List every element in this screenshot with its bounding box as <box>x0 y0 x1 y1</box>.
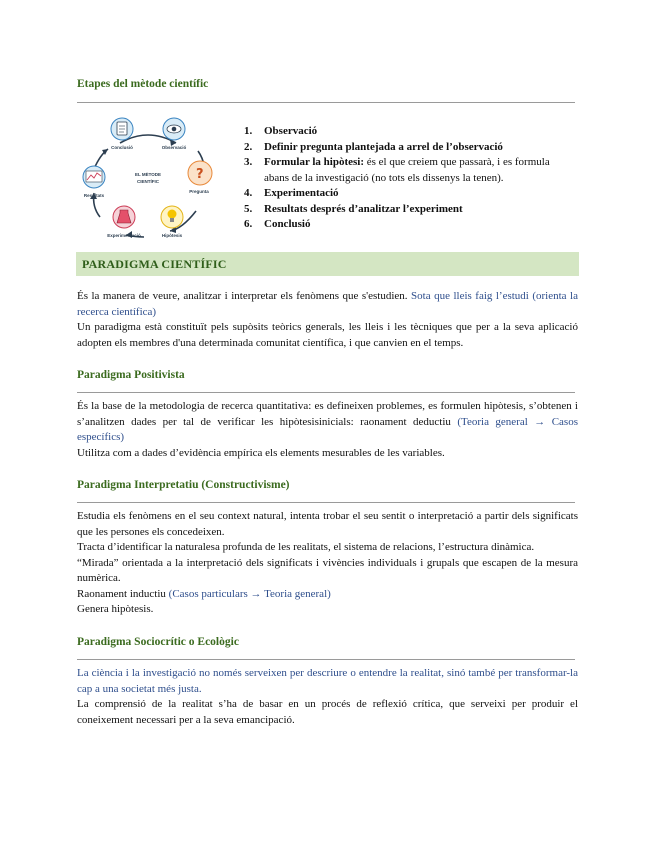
diagram-label: Observació <box>161 145 187 150</box>
list-item: 5. Resultats després d’analitzar l’experiment <box>244 202 463 215</box>
section-banner <box>76 252 579 276</box>
steps-list <box>244 124 574 233</box>
positivista-text: És la base de la metodologia de recerca quantitativa: es defineixen problemes, es formulen hipòtesis, s’obtenen i s’analitzen dades per tal de verificar les hipòtesisinicials: raonament deductiu (Teoria general → Casos específics) Utilitza com a dades d’evidència empírica els elements mesurables de les variables. <box>77 400 578 459</box>
interpretatiu-title: Paradigma Interpretatiu (Constructivisme) <box>77 479 290 491</box>
diagram-label: Experimentació <box>107 233 141 238</box>
hypothesis-node <box>161 206 183 228</box>
divider <box>77 502 575 503</box>
diagram-center-title: EL MÈTODE <box>134 172 162 177</box>
interpretatiu-text: Estudia els fenòmens en el seu context natural, intenta trobar el seu sentit o interpretació a partir dels significats que les persones els concedeixen. Tracta d’identificar la naturalesa profunda de les realitats, el sistema de relacions, l’estructura dinàmica. “Mirada” orientada a la interpretació dels significats i vivències individuals i grupals que escapen de la mesura numèrica. Raonament inductiu (Casos particulars → Teoria general) Genera hipòtesis. <box>77 510 578 615</box>
results-node <box>83 166 105 188</box>
paradigma-text: És la manera de veure, analitzar i interpretar els fenòmens que s'estudien. Sota que lleis faig l’estudi (orienta la recerca científica) Un paradigma està constituït pels supòsits teòrics generals, les lleis i les tècniques que per a la seva aplicació adopten els membres d'una determinada comunitat científica, i que canvien en el temps. <box>77 290 578 349</box>
banner-title: PARADIGMA CIENTÍFIC <box>82 257 227 271</box>
lightbulb-icon <box>168 210 177 219</box>
sociocritic-title: Paradigma Sociocrític o Ecològic <box>77 636 239 648</box>
conclusion-node <box>111 118 133 140</box>
list-item: 1. Observació <box>244 125 318 137</box>
list-item: 4. Experimentació <box>244 187 339 199</box>
diagram-center-title: CIENTÍFIC <box>137 179 159 184</box>
etapes-title: Etapes del mètode científic <box>77 78 209 90</box>
divider <box>77 102 575 103</box>
experiment-node <box>113 206 135 228</box>
diagram-label: Resultats <box>83 193 105 198</box>
diagram-label: Hipòtesis <box>161 233 183 238</box>
list-item: 6. Conclusió <box>244 218 311 230</box>
chart-icon <box>86 171 102 182</box>
positivista-title: Paradigma Positivista <box>77 369 185 381</box>
list-item: 2. Definir pregunta plantejada a arrel de l’observació <box>244 140 503 153</box>
list-item: 3. Formular la hipòtesi: és el que creiem que passarà, i es formula abans de la investigació (no tots els dissenys la tenen). <box>244 156 550 184</box>
scientific-method-diagram <box>78 113 218 246</box>
divider <box>77 392 575 393</box>
question-mark-icon: ? <box>196 167 204 182</box>
divider <box>77 659 575 660</box>
diagram-label: Pregunta <box>189 189 209 194</box>
observation-node <box>163 118 185 140</box>
clipboard-icon <box>117 122 127 135</box>
diagram-label: Conclusió <box>111 145 133 150</box>
sociocritic-text: La ciència i la investigació no només serveixen per descriure o entendre la realitat, sinó també per transformar-la cap a una societat més justa. La comprensió de la realitat s’ha de basar en un procés de reflexió crítica, que serveixi per produir el coneixement necessari per a la seva emancipació. <box>77 667 578 726</box>
question-node <box>188 161 212 185</box>
